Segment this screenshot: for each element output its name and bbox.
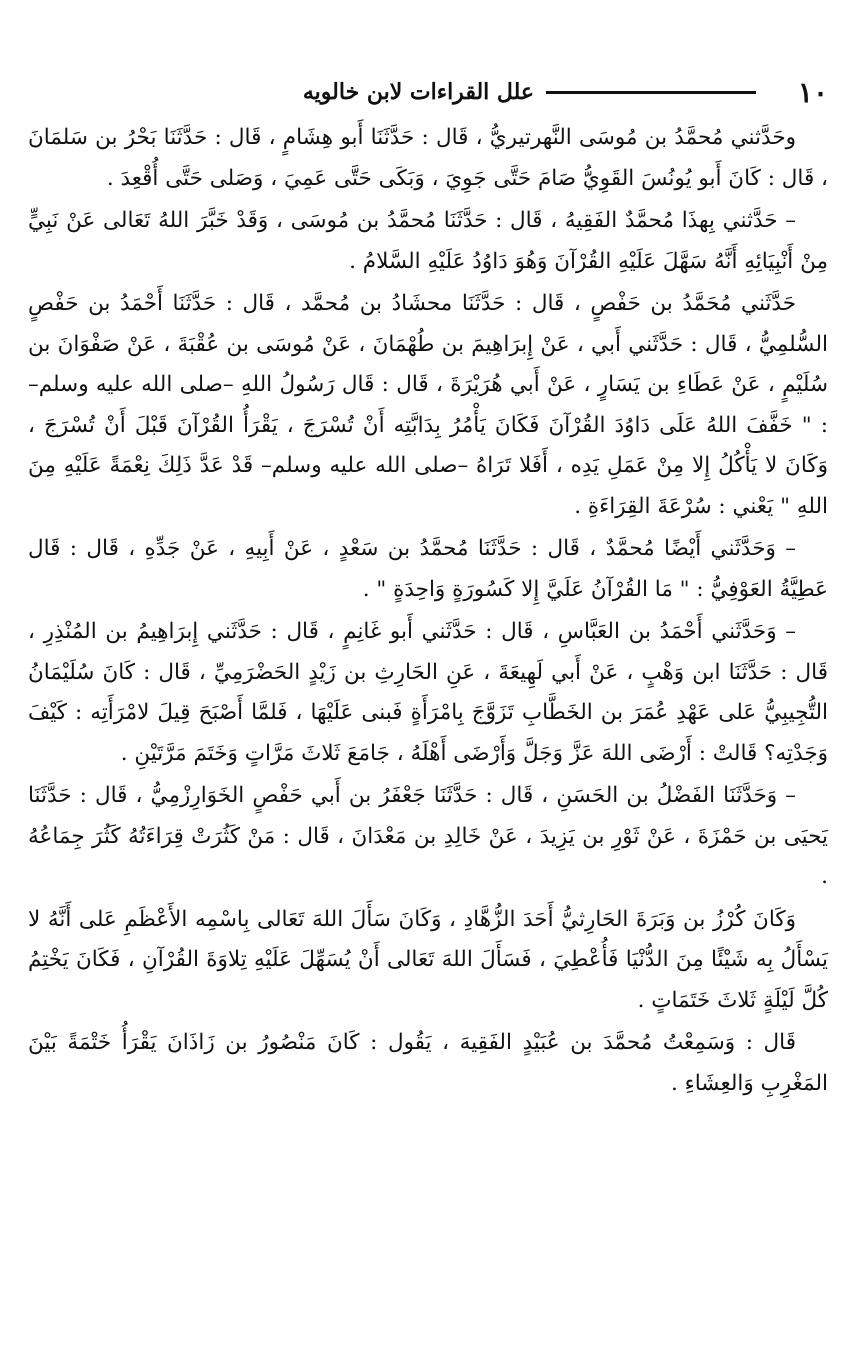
page-number: ١٠ [797, 75, 828, 109]
paragraph: – وَحَدَّثَني أَحْمَدُ بن العَبَّاسِ ، قَال : حَدَّثَني أَبو غَانِمٍ ، قَال : حَدَّثَني إِبرَاهِيمُ بن المُنْذِرِ ، قَال : حَدَّثَنَا ابن وَهْبٍ ، عَنْ أَبي لَهِيعَةَ ، عَنِ الحَارِثِ بن زَيْدٍ الحَضْرَمِيِّ ، قَال : كَانَ سُلَيْمَانُ التُّجِيبِيُّ عَلى عَهْدِ عُمَرَ بن الخَطَّابِ تَزَوَّجَ بِامْرَأَةٍ فَبنى عَلَيْهَا ، فَلمَّا أَصْبَحَ قِيلَ لامْرَأَتِه : كَيْفَ وَجَدْتِه؟ قَالتْ : أَرْضَى اللهَ عَزَّ وَجَلَّ وَأَرْضَى أَهْلَهُ ، جَامَعَ ثَلاثَ مَرَّاتٍ وَخَتَمَ مَرَّتَيْنِ . [28, 619, 828, 766]
book-title: علل القراءات لابن خالويه [302, 79, 534, 105]
header-rule [546, 91, 756, 94]
body-text [28, 118, 828, 1104]
paragraph: – وَحَدَّثَني أَيْضًا مُحمَّدٌ ، قَال : حَدَّثَنَا مُحمَّدُ بن سَعْدٍ ، عَنْ أَبِيهِ ، عَنْ جَدِّهِ ، قَال : قَال عَطِيَّةُ العَوْفِيُّ : " مَا القُرْآنُ عَلَيَّ إِلا كَسُورَةٍ وَاحِدَةٍ " . [28, 536, 828, 602]
paragraph: قَال : وَسَمِعْتُ مُحمَّدَ بن عُبَيْدٍ الفَقِيهَ ، يَقُول : كَانَ مَنْصُورُ بن زَاذَانَ يَقْرَأُ خَتْمَةً بَيْنَ المَغْرِبِ وَالعِشَاءِ . [28, 1030, 828, 1096]
book-page [28, 72, 828, 1352]
paragraph: – وَحَدَّثَنَا الفَضْلُ بن الحَسَنِ ، قَال : حَدَّثَنَا جَعْفَرُ بن أَبي حَفْصٍ الخَوَارِزْمِيُّ ، قَال : حَدَّثَنَا يَحيَى بن حَمْزَةَ ، عَنْ ثَوْرِ بن يَزِيدَ ، عَنْ خَالِدِ بن مَعْدَانَ ، قَال : مَنْ كَثُرَتْ قِرَاءَتُهُ كَثُرَ جِمَاعُهُ . [28, 783, 828, 889]
paragraph: – حَدَّثني بِهذَا مُحمَّدٌ الفَقِيهُ ، قَال : حَدَّثَنَا مُحمَّدُ بن مُوسَى ، وَقَدْ خَبَّرَ اللهُ تَعَالى عَنْ نَبِيٍّ مِنْ أَنْبِيَائِهِ أَنَّهُ سَهَّلَ عَلَيْهِ القُرْآنَ وَهُوَ دَاوُدُ عَلَيْهِ السَّلامُ . [28, 208, 828, 274]
paragraph: وَكَانَ كُرْزُ بن وَبَرَةَ الحَارِثيُّ أَحَدَ الزُّهَّادِ ، وَكَانَ سَأَلَ اللهَ تَعَالى بِاسْمِه الأَعْظَمِ عَلى أَنَّهُ لا يَسْأَلُ بِه شَيْئًا مِنَ الدُّنْيَا فَأُعْطِيَ ، فَسَأَلَ اللهَ تَعَالى أَنْ يُسَهِّلَ عَلَيْهِ تِلاوَةَ القُرْآنِ ، فَكَانَ يَخْتِمُ كُلَّ لَيْلَةٍ ثَلاثَ خَتَمَاتٍ . [28, 906, 828, 1013]
paragraph: حَدَّثَني مُحَمَّدُ بن حَفْصٍ ، قَال : حَدَّثَنَا محشَادُ بن مُحمَّد ، قَال : حَدَّثَنَا أَحْمَدُ بن حَفْصٍ السُّلمِيُّ ، قَال : حَدَّثَني أَبي ، عَنْ إِبرَاهِيمَ بن طُهْمَانَ ، عَنْ مُوسَى بن عُقْبَةَ ، عَنْ صَفْوَانَ بن سُلَيْمٍ ، عَنْ عَطَاءِ بن يَسَارٍ ، عَنْ أَبي هُرَيْرَةَ ، قَال : قَال رَسُولُ اللهِ –صلى الله عليه وسلم– : " خَفَّفَ اللهُ عَلَى دَاوُدَ القُرْآنَ فَكَانَ يَأْمُرُ بِدَابَّتِه أَنْ تُسْرَجَ ، يَقْرَأُ القُرْآنَ قَبْلَ أَنْ تُسْرَجَ ، وَكَانَ لا يَأْكُلُ إِلا مِنْ عَمَلِ يَدِه ، أَفَلا تَرَاهُ –صلى الله عليه وسلم– قَدْ عَدَّ ذَلِكَ نِعْمَةً عَلَيْهِ مِنَ اللهِ " يَعْني : سُرْعَةَ القِرَاءَةِ . [28, 291, 828, 519]
paragraph: وحَدَّثني مُحمَّدُ بن مُوسَى النَّهرتيريُّ ، قَال : حَدَّثَنَا أَبو هِشَامٍ ، قَال : حَدَّثَنَا بَحْرُ بن سَلمَانَ ، قَال : كَانَ أَبو يُونُسَ القَوِيُّ صَامَ حَتَّى جَوِيَ ، وَبَكَى حَتَّى عَمِيَ ، وَصَلى حَتَّى أُقْعِدَ . [28, 125, 828, 191]
running-header [28, 72, 828, 112]
